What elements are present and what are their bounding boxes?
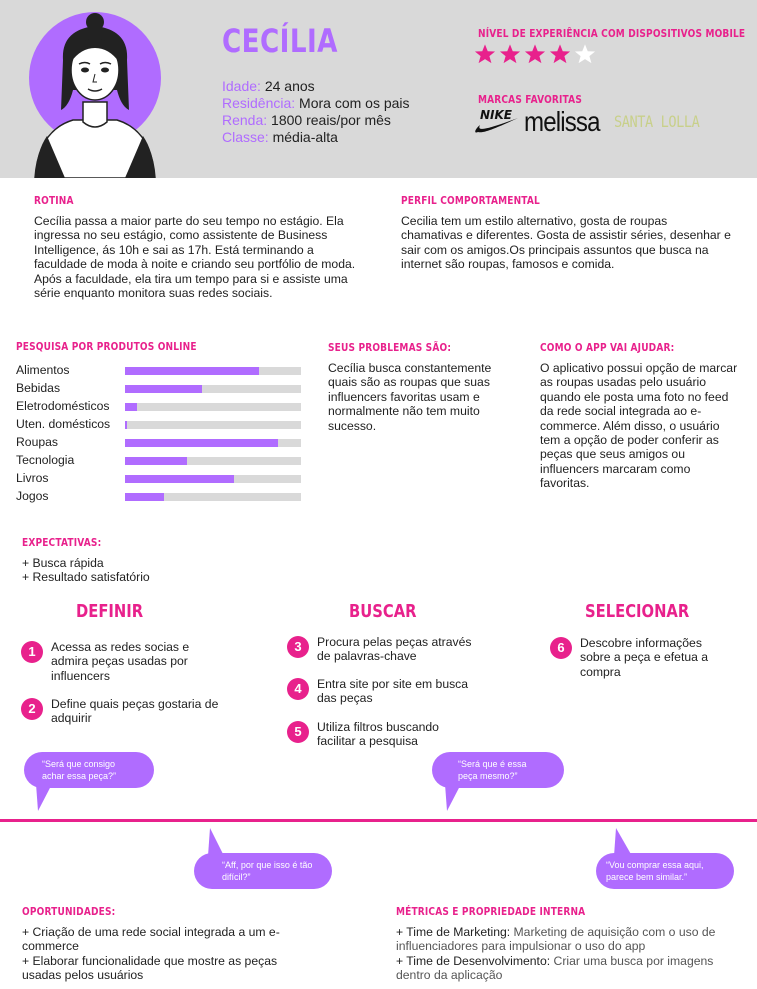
pesquisa-title: PESQUISA POR PRODUTOS ONLINE [16,340,197,353]
thought-bubble: “Será que consigo achar essa peça?” [24,752,154,788]
brand-logos [474,106,744,140]
ajuda-text: O aplicativo possui opção de marcar as roupas usadas pelo usuário quando ele posta uma foto no feed da rede social integrada ao e-commerce. Além disso, o usuário tem a opção de poder conferir as peças que seus amigos ou influencers marcaram como favoritas. [540,361,738,491]
step-number: 6 [550,637,572,659]
star-filled-icon [474,43,496,65]
bar-label: Alimentos [16,363,70,377]
avatar [25,10,165,178]
metrica-item: + Time de Marketing: Marketing de aquisição com o uso de influenciadores para impulsionar o uso do app [396,925,716,954]
bar-fill [125,421,127,429]
bar-fill [125,475,234,483]
thought-bubble: “Será que é essa peça mesmo?” [432,752,564,788]
brand-santa-lolla: SANTA LOLLA [614,112,700,131]
step-number: 5 [287,721,309,743]
oportunidade-item: + Elaborar funcionalidade que mostre as peças usadas pelos usuários [22,953,278,983]
bar-label: Jogos [16,489,49,503]
oportunidades-title: OPORTUNIDADES: [22,905,116,918]
bar-track [125,457,301,465]
bar-fill [125,457,187,465]
perfil-text: Cecilia tem um estilo alternativo, gosta de roupas chamativas e diferentes. Gosta de assistir séries, desenhar e sair com os amigos.Os principais assuntos que busca na internet são roupas, famosos e comida. [401,214,731,272]
bar-label: Uten. domésticos [16,417,111,431]
nike-logo [474,106,520,136]
experience-title: NÍVEL DE EXPERIÊNCIA COM DISPOSITIVOS MOBILE [478,27,746,40]
step-text: Entra site por site em busca das peças [317,677,469,706]
oportunidades-list [22,925,312,983]
bar-track [125,403,301,411]
bar-track [125,439,301,447]
bar-track [125,475,301,483]
oportunidade-item: + Criação de uma rede social integrada a um e-commerce [22,925,280,954]
bar-track [125,421,301,429]
metricas-title: MÉTRICAS E PROPRIEDADE INTERNA [396,905,586,918]
expectativa-item: + Busca rápida [22,556,104,570]
bar-fill [125,439,278,447]
bar-label: Livros [16,471,49,485]
bar-track [125,385,301,393]
bar-fill [125,367,259,375]
star-empty-icon [574,43,596,65]
rotina-title: ROTINA [34,194,74,207]
star-filled-icon [499,43,521,65]
step-number: 4 [287,678,309,700]
phase-definir: DEFINIR [76,601,144,622]
brand-nike: NIKE [480,108,513,122]
problemas-title: SEUS PROBLEMAS SÃO: [328,341,452,354]
star-filled-icon [549,43,571,65]
bar-track [125,367,301,375]
phase-buscar: BUSCAR [349,601,417,622]
info-residence: Residência: Mora com os pais [222,95,410,111]
metrica-item: + Time de Desenvolvimento: Criar uma busca por imagens dentro da aplicação [396,953,714,983]
perfil-title: PERFIL COMPORTAMENTAL [401,194,540,207]
brand-melissa: melissa [524,106,600,137]
step-number: 3 [287,636,309,658]
step-number: 1 [21,641,43,663]
persona-name: CECÍLIA [222,22,338,60]
info-income: Renda: 1800 reais/por mês [222,112,391,128]
bubble-tail-icon [34,784,54,812]
step-text: Define quais peças gostaria de adquirir [51,697,219,726]
step-text: Procura pelas peças através de palavras-chave [317,635,472,664]
thought-bubble: “Aff, por que isso é tão difícil?” [194,853,332,889]
experience-rating [474,43,596,65]
bar-label: Roupas [16,435,59,449]
persona-info [222,78,410,146]
phase-selecionar: SELECIONAR [585,601,690,622]
bar-label: Tecnologia [16,453,75,467]
step-text: Utiliza filtros buscando facilitar a pesquisa [317,720,439,749]
journey-divider [0,819,757,822]
star-filled-icon [524,43,546,65]
woman-portrait-icon [25,10,165,178]
thought-bubble: “Vou comprar essa aqui, parece bem similar.” [596,853,734,889]
expectativa-item: + Resultado satisfatório [22,570,150,585]
brands-title: MARCAS FAVORITAS [478,93,582,106]
problemas-text: Cecília busca constantemente quais são as roupas que suas influencers favoritas usam e normalmente não tem muito sucesso. [328,361,492,433]
info-age: Idade: 24 anos [222,78,315,94]
expectativas-list [22,556,150,585]
step-number: 2 [21,698,43,720]
step-text: Acessa as redes socias e admira peças usadas por influencers [51,640,190,683]
bar-label: Bebidas [16,381,61,395]
bar-fill [125,385,202,393]
bar-fill [125,493,164,501]
rotina-text: Cecília passa a maior parte do seu tempo no estágio. Ela ingressa no seu estágio, como assistente de Business Intelligence, ás 10h e sai as 17h. Está terminando a faculdade de moda à noite e criando seu portfólio de moda. Após a faculdade, ela tira um tempo para si e assiste uma série enquanto monitora suas redes sociais. [34,214,356,301]
bar-track [125,493,301,501]
info-class: Classe: média-alta [222,129,338,145]
step-text: Descobre informações sobre a peça e efetua a compra [580,636,709,679]
search-bars [16,363,306,513]
bubble-tail-icon [443,784,463,812]
metricas-list [396,925,736,983]
bar-label: Eletrodomésticos [16,399,110,413]
ajuda-title: COMO O APP VAI AJUDAR: [540,341,675,354]
bar-fill [125,403,137,411]
expectativas-title: EXPECTATIVAS: [22,536,102,549]
